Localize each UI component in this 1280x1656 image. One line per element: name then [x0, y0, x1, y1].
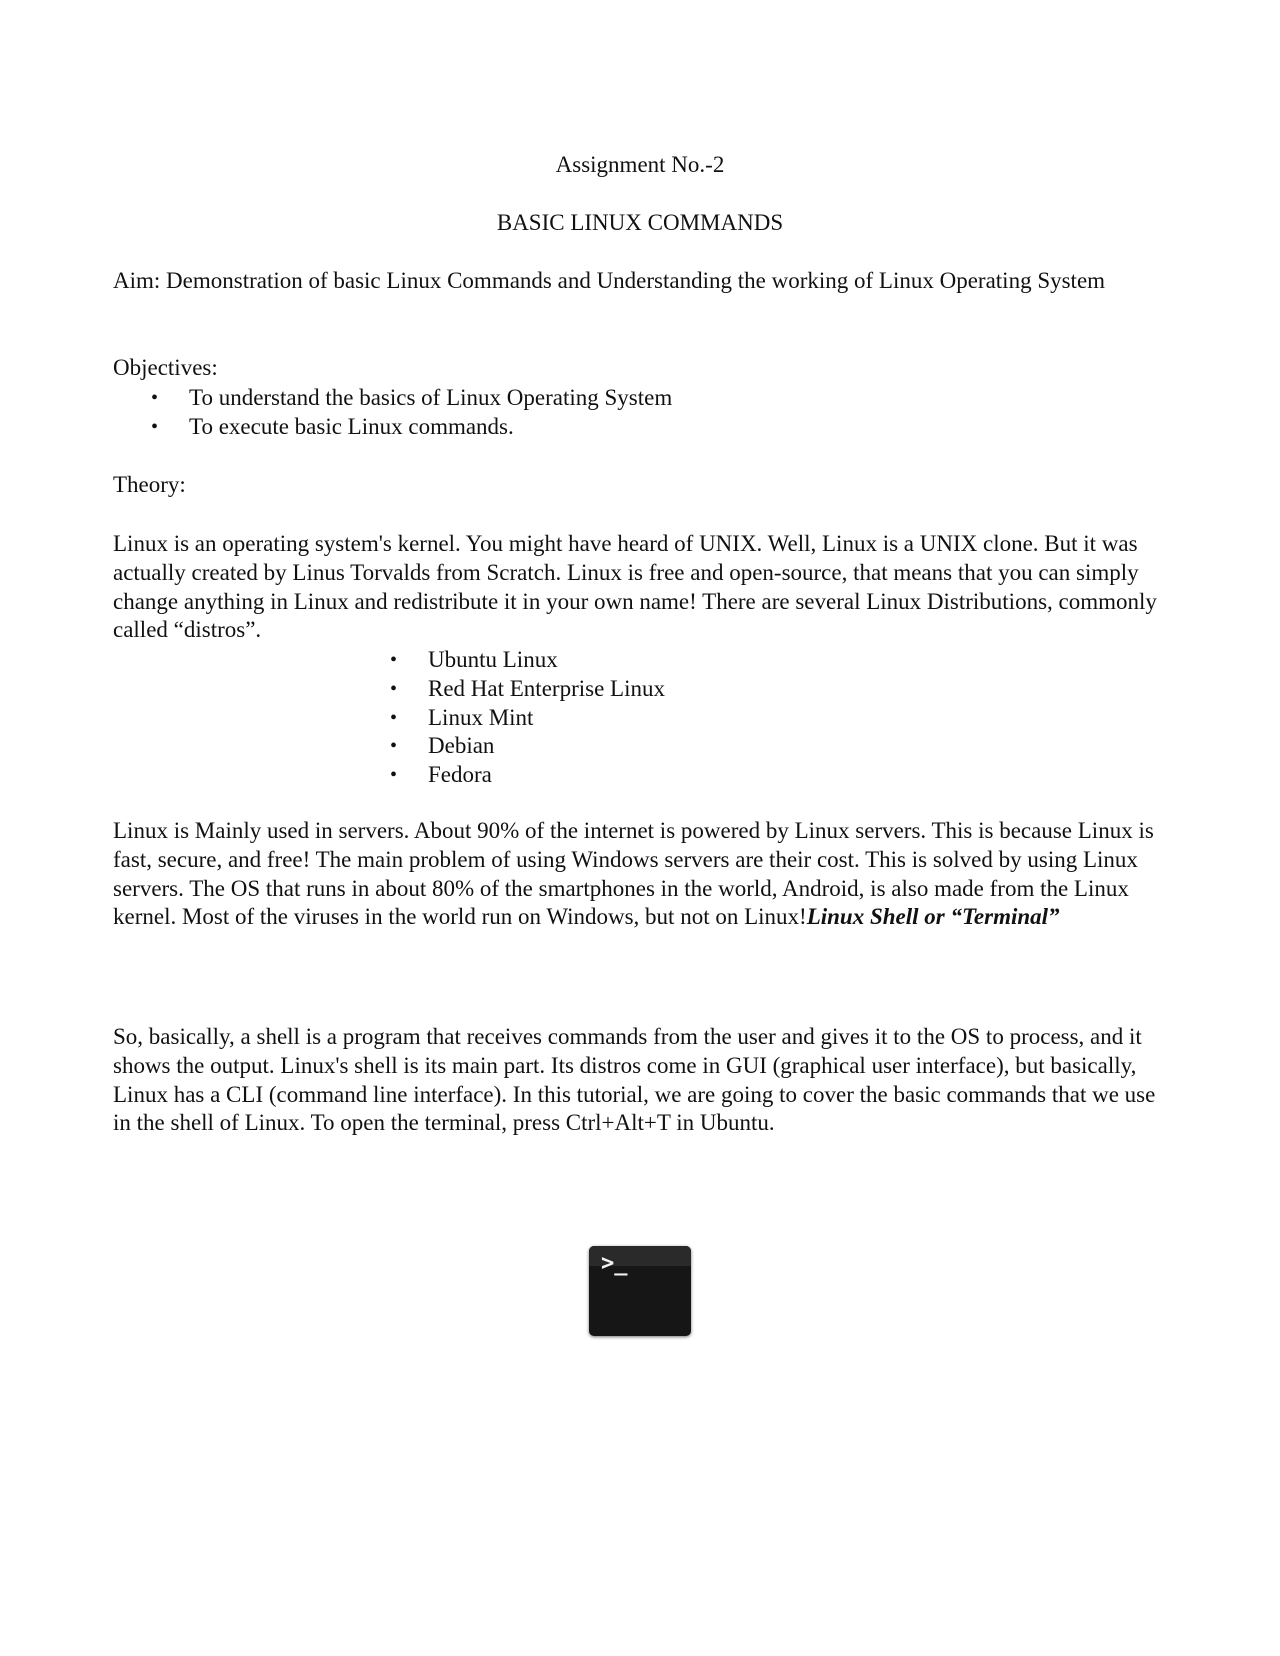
- list-item: [352, 675, 665, 704]
- objective-text: To understand the basics of Linux Operating System: [189, 385, 673, 410]
- bullet-icon: •: [390, 764, 398, 787]
- servers-paragraph: [113, 817, 1177, 932]
- bullet-icon: •: [390, 735, 398, 758]
- objectives-heading: Objectives:: [113, 355, 218, 380]
- bullet-icon: •: [390, 649, 398, 671]
- servers-text: Linux is Mainly used in servers. About 90% of the internet is powered by Linux servers. This is because Linux is fast, secure, and free! The main problem of using Windows servers are their cost. This is solved by using Linux servers. The OS that runs in about 80% of the smartphones in the world, Android, is also made from the Linux kernel. Most of the viruses in the world run on Windows, but not on Linux!: [113, 818, 1154, 930]
- document-title: BASIC LINUX COMMANDS: [496, 210, 784, 235]
- distro-name: Debian: [428, 733, 495, 759]
- bullet-icon: •: [151, 415, 159, 438]
- distros-list: [352, 646, 665, 790]
- bullet-icon: •: [390, 706, 398, 729]
- shell-heading: Linux Shell or “Terminal”: [806, 904, 1060, 930]
- list-item: [352, 732, 665, 761]
- list-item: [113, 413, 672, 442]
- bullet-icon: •: [390, 677, 398, 700]
- list-item: [352, 761, 665, 790]
- shell-paragraph: So, basically, a shell is a program that receives commands from the user and gives it to the OS to process, and it shows the output. Linux's shell is its main part. Its distros come in GUI (graphical user interface), but basically, Linux has a CLI (command line interface). In this tutorial, we are going to cover the basic commands that we use in the shell of Linux. To open the terminal, press Ctrl+Alt+T in Ubuntu.: [113, 1024, 1156, 1136]
- list-item: [352, 646, 665, 675]
- theory-heading: Theory:: [113, 472, 186, 497]
- distro-name: Linux Mint: [428, 704, 534, 730]
- terminal-prompt: >_: [601, 1251, 628, 1276]
- terminal-icon: [589, 1246, 691, 1336]
- distro-name: Red Hat Enterprise Linux: [428, 675, 665, 701]
- list-item: [113, 384, 672, 413]
- assignment-number: Assignment No.-2: [555, 152, 725, 177]
- objectives-list: [113, 384, 672, 442]
- list-item: [352, 704, 665, 733]
- aim-paragraph: Aim: Demonstration of basic Linux Commands and Understanding the working of Linux Operating System: [113, 268, 1106, 293]
- theory-intro-paragraph: Linux is an operating system's kernel. You might have heard of UNIX. Well, Linux is a UNIX clone. But it was actually created by Linus Torvalds from Scratch. Linux is free and open-source, that means that you can simply change anything in Linux and redistribute it in your own name! There are several Linux Distributions, commonly called “distros”.: [113, 531, 1157, 643]
- objective-text: To execute basic Linux commands.: [189, 413, 514, 439]
- distro-name: Fedora: [428, 762, 492, 788]
- distro-name: Ubuntu Linux: [428, 647, 558, 672]
- bullet-icon: •: [151, 387, 159, 409]
